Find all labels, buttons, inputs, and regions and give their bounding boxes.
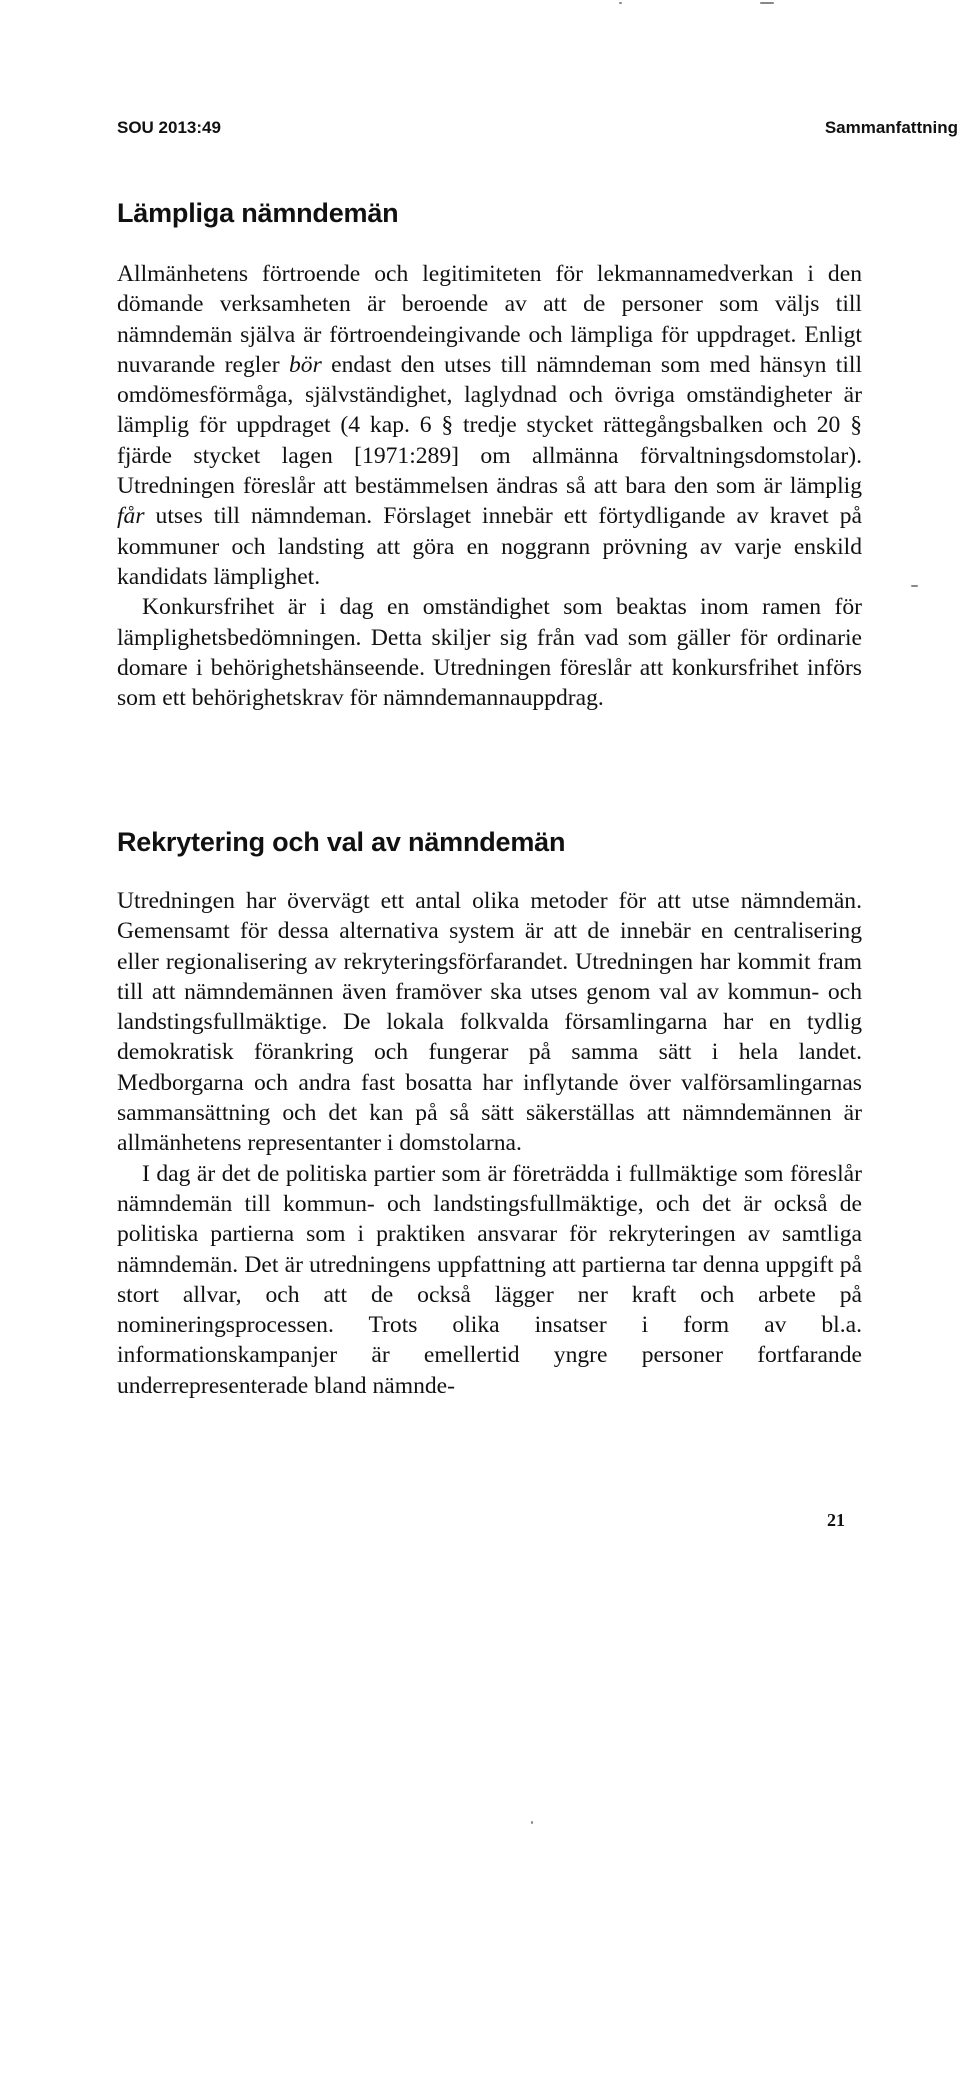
- scan-speck: [619, 2, 622, 4]
- scan-speck: [911, 585, 918, 587]
- emphasis: får: [117, 503, 145, 530]
- page-number: 21: [827, 1510, 845, 1530]
- section-heading-lampliga: Lämpliga nämndemän: [117, 198, 399, 228]
- running-header: [117, 118, 960, 142]
- paragraph: Utredningen har övervägt ett antal olika metoder för att utse nämndemän. Gemensamt för dessa alternativa system är att de innebär en centralisering eller regionalisering av rekryteringsförfarandet. Utredningen har kommit fram till att nämndemännen även framöver ska utses genom val av kommun- och landstingsfullmäktige. De lokala folkvalda församlingarna har en tydlig demokratisk förankring och fungerar på samma sätt i hela landet. Medborgarna och andra fast bosatta har inflytande över valförsamlingarnas sammansättning och det kan på så sätt säkerställas att nämndemännen är allmänhetens representanter i domstolarna.: [117, 888, 862, 1157]
- text-run: Allmänhetens förtroende och legitimiteten för lekmannamedverkan i den dömande verksamheten är beroende av att de personer som väljs till nämndemän själva är förtroendeingivande och lämpliga för uppdraget. Enligt nuvarande regler: [117, 261, 862, 378]
- text-run: endast den utses till nämndeman som med hänsyn till omdömesförmåga, självständighet, laglydnad och övriga omständigheter är lämplig för uppdraget (4 kap. 6 § tredje stycket rättegångsbalken och 20 § fjärde stycket lagen [1971:289] om allmänna förvaltningsdomstolar). Utredningen föreslår att bestämmelsen ändras så att bara den som är lämplig: [117, 351, 862, 500]
- emphasis: bör: [288, 351, 322, 378]
- chapter-title: Sammanfattning: [824, 118, 958, 137]
- paragraph: [117, 259, 862, 592]
- section-heading-rekrytering: Rekrytering och val av nämndemän: [117, 827, 566, 857]
- scan-speck: [760, 2, 774, 4]
- paragraph: I dag är det de politiska partier som är företrädda i fullmäktige som föreslår nämndemän till kommun- och landstingsfullmäktige, och det är också de politiska partierna som i praktiken ansvarar för rekryteringen av samtliga nämndemän. Det är utredningens uppfattning att partierna tar denna uppgift på stort allvar, och att de också lägger ner kraft och arbete på nomineringsprocessen. Trots olika insatser i form av bl.a. informationskampanjer är emellertid yngre personer fortfarande underrepresenterade bland nämnde-: [117, 1160, 862, 1399]
- paragraph: Konkursfrihet är i dag en omständighet som beaktas inom ramen för lämplighetsbedömningen. Detta skiljer sig från vad som gäller för ordinarie domare i behörighetshänseende. Utredningen föreslår att konkursfrihet införs som ett behörighetskrav för nämndemannauppdrag.: [117, 594, 862, 712]
- section-body-lampliga: [117, 259, 862, 713]
- text-run: utses till nämndeman. Förslaget innebär ett förtydligande av kravet på kommuner och landsting att göra en noggrann prövning av varje enskild kandidats lämplighet.: [117, 503, 862, 590]
- section-body-rekrytering: [117, 886, 862, 1401]
- report-id: SOU 2013:49: [117, 118, 221, 137]
- scan-speck: [531, 1821, 533, 1824]
